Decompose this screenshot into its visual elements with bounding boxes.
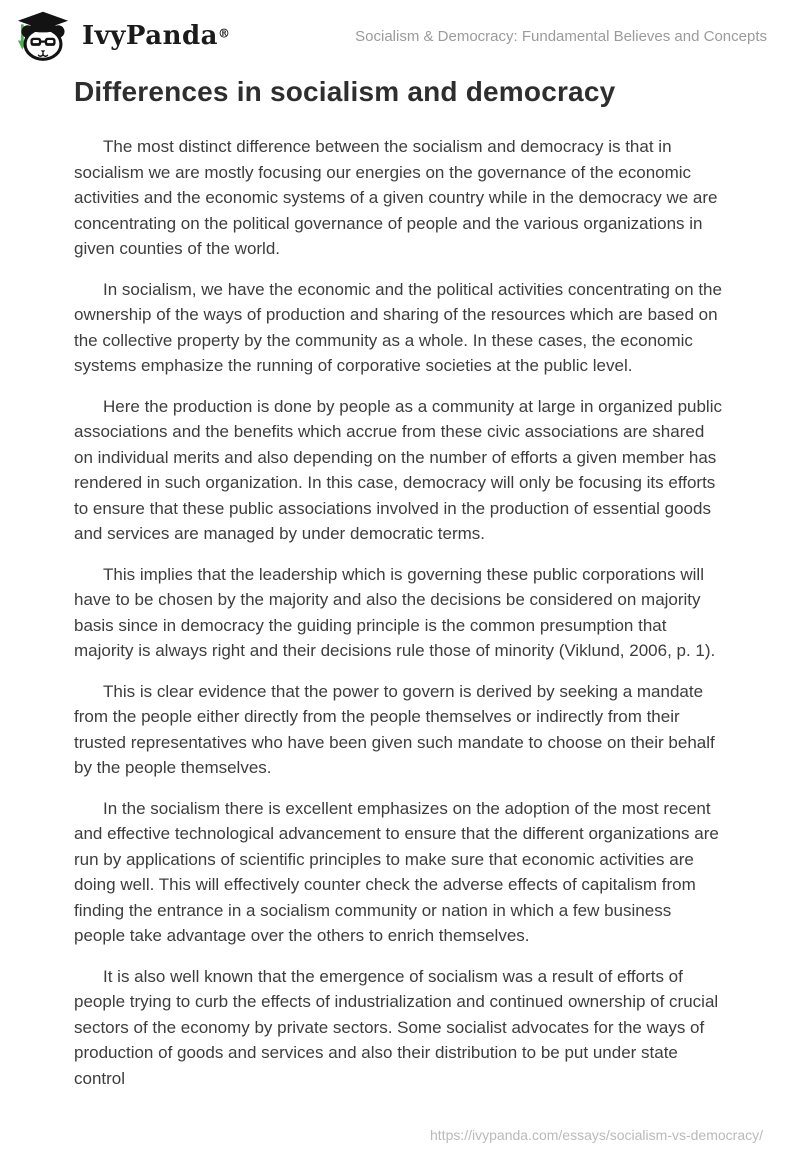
brand-name-text: IvyPanda [82,21,219,51]
document-title: Socialism & Democracy: Fundamental Believes and Concepts [355,27,767,45]
essay-paragraph: In the socialism there is excellent emphasizes on the adoption of the most recent and effective technological advancement to ensure that the different organizations are run by applications of scientific principles to make sure that economic activities are doing well. This will effectively counter check the adverse effects of capitalism from finding the entrance in a socialism community or nation in which a few business people take advantage over the others to enrich themselves. [74,798,719,945]
essay-paragraph: In socialism, we have the economic and the political activities concentrating on the ownership of the ways of production and sharing of the resources which are based on the collective property by the community as a whole. In these cases, the economic systems emphasize the running of corporative societies at the public level. [74,279,722,375]
page-header [0,0,800,64]
essay-paragraph: The most distinct difference between the socialism and democracy is that in socialism we are mostly focusing our energies on the governance of the economic activities and the economic systems of a given country while in the democracy we are concentrating on the political governance of people and the various organizations in given counties of the world. [74,137,718,258]
essay-paragraph: This implies that the leadership which is governing these public corporations will have to be chosen by the majority and also the decisions be considered on majority basis since in democracy the guiding principle is the common presumption that majority is always right and their decisions rule those of minority (Viklund, 2006, p. 1). [74,564,716,660]
essay-paragraph: This is clear evidence that the power to govern is derived by seeking a mandate from the people either directly from the people themselves or indirectly from their trusted representatives who have been given such mandate to choose on their behalf by the people themselves. [74,681,715,777]
brand-name [82,21,230,51]
registered-trademark: ® [218,26,231,41]
essay-body [0,64,800,1091]
brand[interactable] [14,10,230,62]
source-url: https://ivypanda.com/essays/socialism-vs-democracy/ [430,1127,763,1143]
page-title: Differences in socialism and democracy [74,76,616,107]
essay-paragraph: It is also well known that the emergence of socialism was a result of efforts of people trying to curb the effects of industrialization and continued ownership of crucial sectors of the economy by private sectors. Some socialist advocates for the ways of production of goods and services and also their distribution to be put under state control [74,966,719,1088]
essay-paragraph: Here the production is done by people as a community at large in organized public associations and the benefits which accrue from these civic associations are shared on individual merits and also depending on the number of efforts a given member has rendered in such organization. In this case, democracy will only be focusing its efforts to ensure that these public associations involved in the production of essential goods and services are managed by under democratic terms. [74,396,722,543]
panda-graduation-cap-icon [14,10,72,62]
